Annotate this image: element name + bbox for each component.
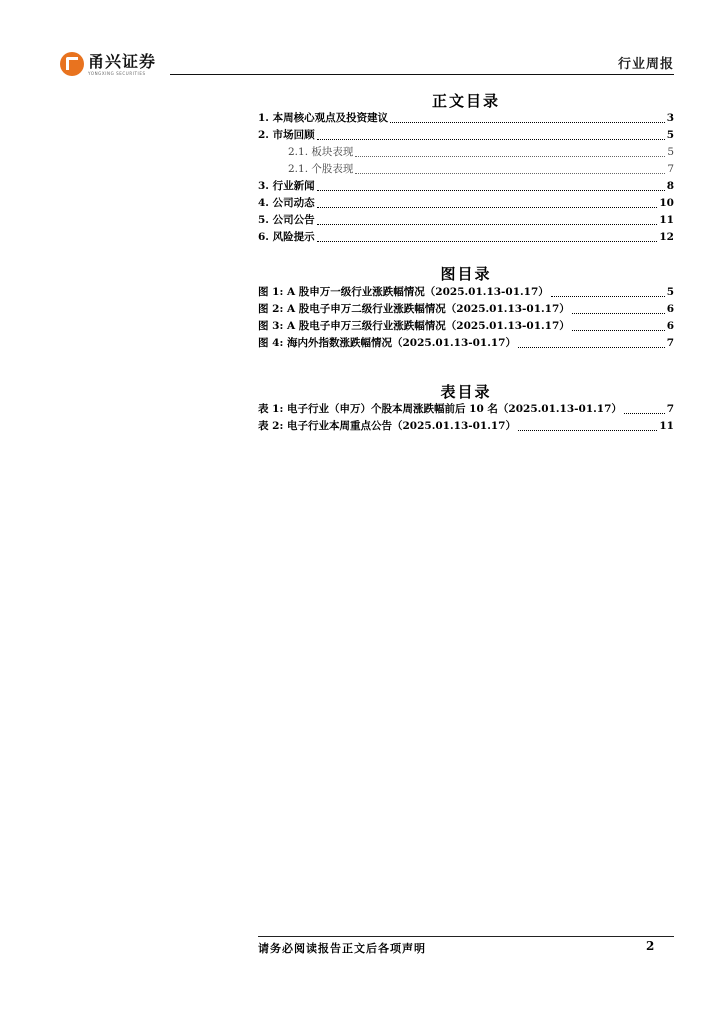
leader-dots xyxy=(624,412,665,414)
toc-entry-page: 8 xyxy=(666,180,674,192)
toc-entry[interactable] xyxy=(258,195,674,212)
leader-dots xyxy=(572,312,665,314)
figures-title: 图目录 xyxy=(440,265,492,283)
toc-entry-page: 3 xyxy=(666,112,674,124)
toc-entry-page: 11 xyxy=(659,214,674,226)
brand-name-english: YONGXING SECURITIES xyxy=(88,71,146,76)
brand-logo-icon xyxy=(60,52,84,76)
toc-entry-label: 2. 市场回顾 xyxy=(258,129,315,141)
figure-entry-label: 图 3: A 股电子申万三级行业涨跌幅情况（2025.01.13-01.17） xyxy=(258,320,570,332)
leader-dots xyxy=(518,429,657,431)
brand-name: 甬兴证券 xyxy=(88,52,157,71)
toc-entry-label: 2.1. 个股表现 xyxy=(288,163,354,175)
leader-dots xyxy=(355,172,665,174)
figures-list xyxy=(258,284,674,352)
leader-dots xyxy=(518,346,665,348)
leader-dots xyxy=(317,223,658,225)
report-type: 行业周报 xyxy=(617,57,674,72)
toc-title: 正文目录 xyxy=(431,92,500,110)
figure-entry[interactable] xyxy=(258,284,674,301)
tables-list xyxy=(258,401,674,435)
toc-entry-label: 6. 风险提示 xyxy=(258,231,315,243)
page-number: 2 xyxy=(646,939,655,953)
toc-subentry[interactable] xyxy=(258,161,674,178)
toc-entry[interactable] xyxy=(258,229,674,246)
leader-dots xyxy=(317,138,665,140)
footer-divider xyxy=(258,936,674,937)
figure-entry-page: 7 xyxy=(666,337,674,349)
leader-dots xyxy=(317,240,658,242)
toc-subentry[interactable] xyxy=(258,144,674,161)
toc-list xyxy=(258,110,674,246)
footer-disclaimer: 请务必阅读报告正文后各项声明 xyxy=(258,942,426,955)
tables-title: 表目录 xyxy=(440,383,492,401)
toc-entry-label: 2.1. 板块表现 xyxy=(288,146,354,158)
leader-dots xyxy=(572,329,665,331)
table-entry-label: 表 2: 电子行业本周重点公告（2025.01.13-01.17） xyxy=(258,420,516,432)
toc-entry-page: 10 xyxy=(659,197,674,209)
toc-entry-page: 12 xyxy=(659,231,674,243)
table-entry-page: 7 xyxy=(666,403,674,415)
table-entry[interactable] xyxy=(258,418,674,435)
figure-entry-page: 6 xyxy=(666,320,674,332)
figure-entry-label: 图 4: 海内外指数涨跌幅情况（2025.01.13-01.17） xyxy=(258,337,516,349)
toc-entry-label: 1. 本周核心观点及投资建议 xyxy=(258,112,389,124)
figure-entry[interactable] xyxy=(258,318,674,335)
leader-dots xyxy=(317,206,658,208)
toc-entry[interactable] xyxy=(258,178,674,195)
brand-logo xyxy=(60,50,156,80)
toc-entry-page: 7 xyxy=(667,163,674,175)
page-header xyxy=(60,50,674,80)
leader-dots xyxy=(551,295,665,297)
toc-entry-page: 5 xyxy=(667,146,674,158)
toc-entry-page: 5 xyxy=(666,129,674,141)
leader-dots xyxy=(317,189,665,191)
toc-entry-label: 4. 公司动态 xyxy=(258,197,315,209)
leader-dots xyxy=(390,121,665,123)
figure-entry[interactable] xyxy=(258,301,674,318)
figure-entry-page: 6 xyxy=(666,303,674,315)
leader-dots xyxy=(355,155,665,157)
header-divider xyxy=(170,74,674,75)
toc-entry[interactable] xyxy=(258,110,674,127)
table-entry-label: 表 1: 电子行业（申万）个股本周涨跌幅前后 10 名（2025.01.13-01.17） xyxy=(258,403,622,415)
figure-entry-label: 图 2: A 股电子申万二级行业涨跌幅情况（2025.01.13-01.17） xyxy=(258,303,570,315)
toc-entry[interactable] xyxy=(258,212,674,229)
figure-entry[interactable] xyxy=(258,335,674,352)
toc-entry-label: 3. 行业新闻 xyxy=(258,180,315,192)
table-entry[interactable] xyxy=(258,401,674,418)
figure-entry-page: 5 xyxy=(666,286,674,298)
table-entry-page: 11 xyxy=(659,420,674,432)
toc-entry-label: 5. 公司公告 xyxy=(258,214,315,226)
figure-entry-label: 图 1: A 股申万一级行业涨跌幅情况（2025.01.13-01.17） xyxy=(258,286,549,298)
toc-entry[interactable] xyxy=(258,127,674,144)
